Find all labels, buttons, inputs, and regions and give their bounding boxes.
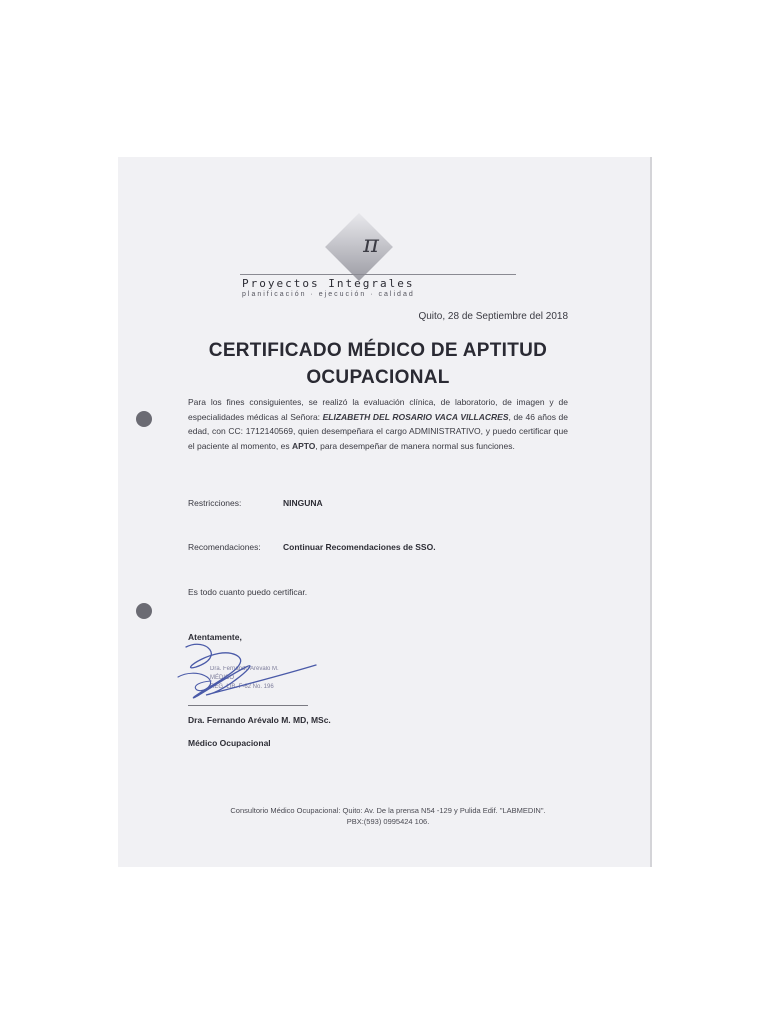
recommendations-label: Recomendaciones: <box>188 542 261 552</box>
recommendations-value: Continuar Recomendaciones de SSO. <box>283 542 436 552</box>
logo-monogram-icon: π <box>363 230 379 258</box>
footer-phone: PBX:(593) 0995424 106. <box>346 817 430 826</box>
document-title <box>178 337 578 391</box>
signer-name: Dra. Fernando Arévalo M. MD, MSc. <box>188 715 331 725</box>
stamp-line-3: REG. LIB. F-62 No. 196 <box>210 684 274 690</box>
signature-line <box>188 705 308 706</box>
body-intro: Para los fines consiguientes, se realizó la evaluación clínica, de laboratorio, de imagen y de especialidades médicas al Señora: <box>188 397 568 422</box>
signer-title: Médico Ocupacional <box>188 738 271 748</box>
title-line-2: OCUPACIONAL <box>306 367 450 388</box>
closing-statement: Es todo cuanto puedo certificar. <box>188 587 308 597</box>
patient-name: ELIZABETH DEL ROSARIO VACA VILLACRES <box>322 411 509 422</box>
certificate-page <box>118 157 652 867</box>
regards: Atentamente, <box>188 632 242 642</box>
stamp-line-2: MÉDICO <box>210 675 234 681</box>
punch-hole-icon <box>136 411 152 427</box>
body-end: , para desempeñar de manera normal sus funciones. <box>315 440 515 451</box>
title-line-1: CERTIFICADO MÉDICO DE APTITUD <box>208 340 548 361</box>
stamp-line-1: Dra. Fernando Arévalo M. <box>210 666 279 672</box>
body-middle: , de 46 años de edad, con CC: 1712140569, quien desempeñara el cargo ADMINISTRATIVO, y puedo certificar que el paciente al momento, es <box>188 411 569 451</box>
certificate-body <box>188 395 568 453</box>
handwritten-signature-icon <box>166 637 336 707</box>
company-tagline: planificación · ejecución · calidad <box>242 291 415 298</box>
page-footer <box>158 805 618 827</box>
restrictions-value: NINGUNA <box>283 498 323 508</box>
restrictions-label: Restricciones: <box>188 498 242 508</box>
punch-hole-icon <box>136 603 152 619</box>
logo-divider <box>240 274 516 275</box>
company-name: Proyectos Integrales <box>242 277 415 290</box>
footer-address: Consultorio Médico Ocupacional: Quito: Av. De la prensa N54 -129 y Pulida Edif. "LABMEDIN". <box>230 806 546 815</box>
fitness-status: APTO <box>291 440 316 451</box>
document-date: Quito, 28 de Septiembre del 2018 <box>418 311 568 322</box>
